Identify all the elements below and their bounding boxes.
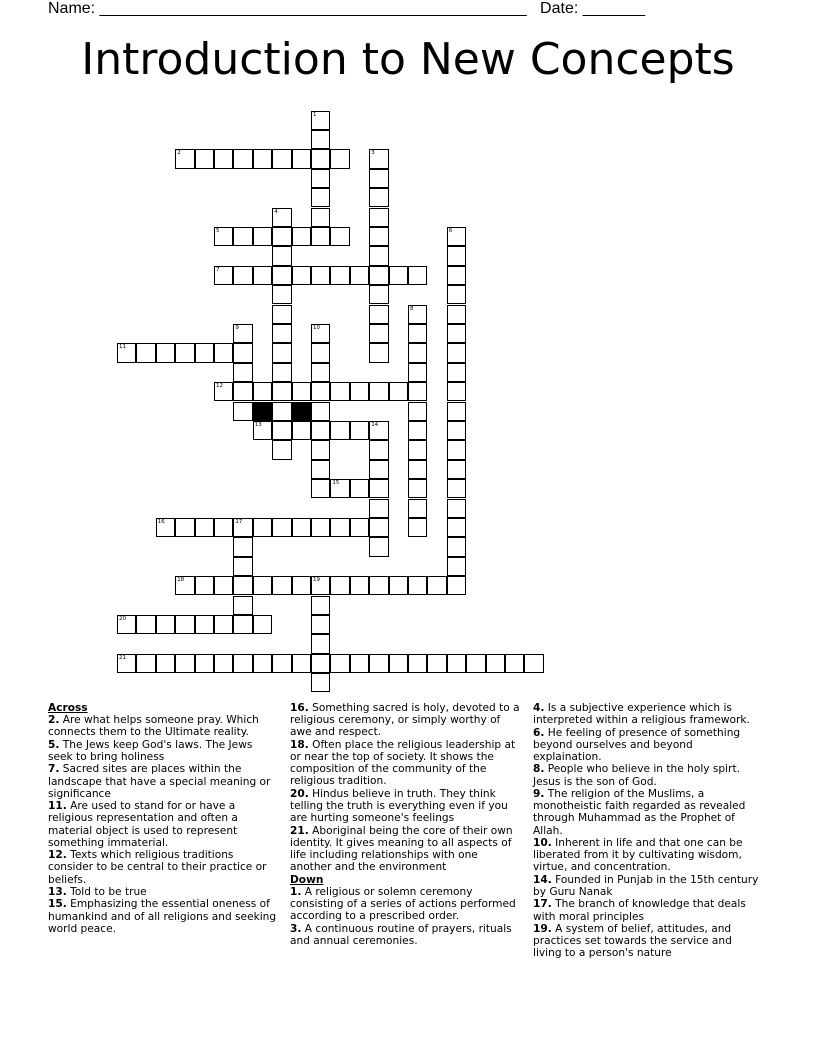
clue-number: 2.	[48, 714, 60, 727]
grid-cell[interactable]	[233, 596, 252, 615]
clue-text: Texts which religious traditions consider to be central to their practice or beliefs.	[48, 849, 267, 886]
clue-text: People who believe in the holy spirt. Jesus is the son of God.	[533, 763, 740, 788]
grid-cell[interactable]	[233, 324, 252, 343]
clue-number: 10.	[533, 836, 552, 849]
clue-number: 4.	[533, 702, 545, 714]
clue-list-across-1	[48, 714, 278, 935]
grid-cell[interactable]	[311, 615, 330, 634]
clue-number: 18.	[290, 738, 309, 751]
grid-cell[interactable]	[369, 188, 388, 207]
clue-text: A religious or solemn ceremony consisting of a series of actions performed according to a prescribed order.	[290, 885, 516, 923]
grid-cell[interactable]	[311, 227, 330, 246]
clue-item	[533, 702, 763, 726]
clue-number: 5.	[48, 738, 60, 751]
grid-cell[interactable]	[253, 227, 272, 246]
clue-item	[290, 788, 520, 825]
clue-text: He feeling of presence of something beyond ourselves and beyond explaination.	[533, 726, 741, 763]
grid-cell[interactable]	[195, 149, 214, 168]
grid-cell[interactable]	[233, 363, 252, 382]
grid-cell[interactable]	[175, 576, 194, 595]
grid-cell[interactable]	[447, 654, 466, 673]
grid-cell[interactable]	[311, 460, 330, 479]
grid-cell[interactable]	[447, 557, 466, 576]
grid-cell[interactable]	[369, 285, 388, 304]
grid-cell[interactable]	[117, 654, 136, 673]
grid-cell[interactable]	[117, 615, 136, 634]
clue-item	[48, 739, 278, 763]
grid-cell[interactable]	[214, 266, 233, 285]
grid-cell[interactable]	[233, 343, 252, 362]
clue-item	[533, 837, 763, 874]
grid-cell[interactable]	[408, 460, 427, 479]
cell-number: 4	[274, 208, 278, 215]
clue-number: 8.	[533, 763, 545, 776]
clue-item	[290, 739, 520, 788]
clue-number: 19.	[533, 922, 552, 935]
clue-number: 11.	[48, 800, 67, 813]
grid-cell[interactable]	[272, 654, 291, 673]
grid-cell[interactable]	[311, 382, 330, 401]
grid-cell[interactable]	[330, 149, 349, 168]
clue-item	[533, 727, 763, 764]
grid-cell[interactable]	[330, 227, 349, 246]
grid-cell[interactable]	[292, 654, 311, 673]
clue-text: Are used to stand for or have a religious representation and often a material object is used to represent something immaterial.	[48, 800, 238, 849]
grid-cell[interactable]	[311, 363, 330, 382]
clues-column-3	[533, 702, 763, 960]
grid-cell[interactable]	[330, 654, 349, 673]
grid-cell[interactable]	[233, 227, 252, 246]
grid-cell[interactable]	[156, 518, 175, 537]
grid-cell[interactable]	[369, 479, 388, 498]
cell-number: 8	[410, 305, 414, 312]
clue-item	[48, 849, 278, 886]
grid-cell[interactable]	[311, 402, 330, 421]
grid-cell[interactable]	[350, 266, 369, 285]
clue-item	[48, 886, 278, 898]
cell-number: 14	[371, 421, 379, 428]
grid-cell[interactable]	[524, 654, 543, 673]
grid-cell[interactable]	[408, 402, 427, 421]
clue-number: 21.	[290, 824, 309, 837]
clue-text: Is a subjective experience which is interpreted within a religious framework.	[533, 702, 750, 727]
grid-cell[interactable]	[447, 518, 466, 537]
grid-cell[interactable]	[389, 266, 408, 285]
black-square	[292, 402, 311, 421]
grid-cell[interactable]	[311, 188, 330, 207]
grid-cell[interactable]	[195, 654, 214, 673]
clue-number: 13.	[48, 885, 67, 898]
cell-number: 13	[254, 421, 262, 428]
grid-cell[interactable]	[233, 537, 252, 556]
grid-cell[interactable]	[427, 654, 446, 673]
clue-number: 12.	[48, 849, 67, 862]
grid-cell[interactable]	[292, 576, 311, 595]
clue-list-across-2	[290, 702, 520, 873]
grid-cell[interactable]	[272, 343, 291, 362]
grid-cell[interactable]	[175, 654, 194, 673]
grid-cell[interactable]	[389, 576, 408, 595]
cell-number: 21	[119, 654, 126, 661]
clue-item	[290, 886, 520, 923]
grid-cell[interactable]	[330, 421, 349, 440]
clue-item	[533, 898, 763, 922]
grid-cell[interactable]	[292, 227, 311, 246]
grid-cell[interactable]	[369, 537, 388, 556]
clue-text: Inherent in life and that one can be liberated from it by cultivating wisdom, virtue, and concentration.	[533, 836, 743, 874]
clue-text: The Jews keep God's laws. The Jews seek to bring holiness	[48, 738, 253, 763]
grid-cell[interactable]	[195, 518, 214, 537]
grid-cell[interactable]	[253, 149, 272, 168]
grid-cell[interactable]	[369, 499, 388, 518]
clue-item	[48, 800, 278, 849]
clue-text: Emphasizing the essential oneness of humankind and of all religions and seeking world peace.	[48, 898, 277, 935]
clue-text: Sacred sites are places within the landscape that have a special meaning or significance	[48, 763, 271, 800]
grid-cell[interactable]	[369, 305, 388, 324]
across-heading: Across	[48, 702, 88, 714]
grid-cell[interactable]	[233, 518, 252, 537]
grid-cell[interactable]	[311, 440, 330, 459]
clue-text: Told to be true	[66, 885, 147, 898]
grid-cell[interactable]	[272, 305, 291, 324]
grid-cell[interactable]	[272, 208, 291, 227]
clue-list-down-1	[290, 886, 520, 947]
grid-cell[interactable]	[447, 285, 466, 304]
grid-cell[interactable]	[427, 576, 446, 595]
cell-number: 11	[119, 344, 126, 351]
grid-cell[interactable]	[311, 324, 330, 343]
black-square	[253, 402, 272, 421]
grid-cell[interactable]	[311, 479, 330, 498]
grid-cell[interactable]	[369, 654, 388, 673]
grid-cell[interactable]	[311, 130, 330, 149]
grid-cell[interactable]	[272, 576, 291, 595]
grid-cell[interactable]	[272, 382, 291, 401]
grid-cell[interactable]	[253, 382, 272, 401]
clue-number: 1.	[290, 885, 302, 898]
clue-item	[533, 923, 763, 960]
clue-item	[533, 788, 763, 837]
grid-cell[interactable]	[369, 343, 388, 362]
cell-number: 7	[216, 266, 220, 273]
name-blank[interactable]: ________________________________________________	[99, 0, 527, 17]
grid-cell[interactable]	[195, 343, 214, 362]
grid-cell[interactable]	[330, 266, 349, 285]
clue-item	[290, 923, 520, 947]
grid-cell[interactable]	[447, 479, 466, 498]
grid-cell[interactable]	[408, 382, 427, 401]
grid-cell[interactable]	[292, 149, 311, 168]
grid-cell[interactable]	[175, 615, 194, 634]
grid-cell[interactable]	[330, 479, 349, 498]
grid-cell[interactable]	[408, 266, 427, 285]
grid-cell[interactable]	[447, 305, 466, 324]
grid-cell[interactable]	[369, 227, 388, 246]
clue-text: Often place the religious leadership at or near the top of society. It shows the composition of the community of the religious tradition.	[290, 738, 516, 788]
grid-cell[interactable]	[175, 518, 194, 537]
grid-cell[interactable]	[369, 421, 388, 440]
clue-text: Are what helps someone pray. Which connects them to the Ultimate reality.	[48, 714, 259, 739]
grid-cell[interactable]	[447, 382, 466, 401]
clue-number: 9.	[533, 787, 545, 800]
grid-cell[interactable]	[311, 596, 330, 615]
grid-cell[interactable]	[408, 518, 427, 537]
grid-cell[interactable]	[466, 654, 485, 673]
clue-text: The religion of the Muslims, a monotheistic faith regarded as revealed through Muhammad as the Prophet of Allah.	[533, 787, 746, 837]
grid-cell[interactable]	[408, 499, 427, 518]
grid-cell[interactable]	[272, 149, 291, 168]
name-date-line	[48, 0, 768, 20]
grid-cell[interactable]	[311, 266, 330, 285]
grid-cell[interactable]	[311, 654, 330, 673]
grid-cell[interactable]	[136, 343, 155, 362]
grid-cell[interactable]	[272, 266, 291, 285]
cell-number: 15	[332, 480, 340, 487]
grid-cell[interactable]	[233, 382, 252, 401]
grid-cell[interactable]	[447, 266, 466, 285]
grid-cell[interactable]	[253, 518, 272, 537]
grid-cell[interactable]	[311, 111, 330, 130]
cell-number: 16	[157, 518, 165, 525]
grid-cell[interactable]	[214, 518, 233, 537]
grid-cell[interactable]	[311, 634, 330, 653]
grid-cell[interactable]	[214, 615, 233, 634]
grid-cell[interactable]	[350, 479, 369, 498]
grid-cell[interactable]	[233, 576, 252, 595]
clue-number: 3.	[290, 922, 302, 935]
grid-cell[interactable]	[369, 149, 388, 168]
grid-cell[interactable]	[369, 518, 388, 537]
grid-cell[interactable]	[369, 576, 388, 595]
grid-cell[interactable]	[214, 576, 233, 595]
grid-cell[interactable]	[233, 654, 252, 673]
grid-cell[interactable]	[253, 421, 272, 440]
grid-cell[interactable]	[311, 149, 330, 168]
grid-cell[interactable]	[350, 382, 369, 401]
grid-cell[interactable]	[233, 266, 252, 285]
grid-cell[interactable]	[408, 324, 427, 343]
grid-cell[interactable]	[350, 654, 369, 673]
grid-cell[interactable]	[311, 576, 330, 595]
grid-cell[interactable]	[408, 363, 427, 382]
grid-cell[interactable]	[447, 343, 466, 362]
grid-cell[interactable]	[447, 324, 466, 343]
clue-text: A system of belief, attitudes, and practices set towards the service and living to a person's nature	[533, 922, 732, 960]
clue-number: 20.	[290, 787, 309, 800]
grid-cell[interactable]	[447, 421, 466, 440]
grid-cell[interactable]	[272, 402, 291, 421]
clue-text: Founded in Punjab in the 15th century by Guru Nanak	[533, 873, 759, 898]
grid-cell[interactable]	[369, 246, 388, 265]
clue-text: A continuous routine of prayers, rituals and annual ceremonies.	[290, 922, 512, 947]
clue-item	[533, 874, 763, 898]
grid-cell[interactable]	[136, 615, 155, 634]
grid-cell[interactable]	[408, 305, 427, 324]
cell-number: 10	[313, 324, 320, 331]
grid-cell[interactable]	[292, 266, 311, 285]
grid-cell[interactable]	[233, 615, 252, 634]
cell-number: 6	[448, 227, 453, 234]
cell-number: 20	[119, 615, 126, 622]
clue-number: 7.	[48, 763, 60, 776]
cell-number: 18	[177, 577, 185, 584]
grid-cell[interactable]	[233, 402, 252, 421]
date-blank[interactable]: _______	[582, 0, 646, 17]
grid-cell[interactable]	[369, 440, 388, 459]
clue-number: 14.	[533, 873, 552, 886]
cell-number: 3	[371, 150, 375, 157]
grid-cell[interactable]	[136, 654, 155, 673]
name-label: Name:	[48, 0, 96, 17]
grid-cell[interactable]	[350, 421, 369, 440]
grid-cell[interactable]	[369, 266, 388, 285]
down-heading: Down	[290, 873, 324, 886]
grid-cell[interactable]	[447, 227, 466, 246]
page-title: Introduction to New Concepts	[81, 34, 735, 85]
grid-cell[interactable]	[214, 149, 233, 168]
clue-text: Aboriginal being the core of their own identity. It gives meaning to all aspects of life including relationships with one another and the environment	[290, 824, 513, 874]
clues-column-2	[290, 702, 520, 947]
grid-cell[interactable]	[195, 615, 214, 634]
grid-cell[interactable]	[253, 576, 272, 595]
grid-cell[interactable]	[486, 654, 505, 673]
grid-cell[interactable]	[369, 324, 388, 343]
grid-cell[interactable]	[408, 576, 427, 595]
clue-text: The branch of knowledge that deals with moral principles	[533, 898, 746, 923]
grid-cell[interactable]	[272, 440, 291, 459]
clue-number: 15.	[48, 898, 67, 911]
grid-cell[interactable]	[175, 149, 194, 168]
grid-cell[interactable]	[253, 266, 272, 285]
clue-item	[290, 702, 520, 739]
grid-cell[interactable]	[156, 654, 175, 673]
grid-cell[interactable]	[233, 149, 252, 168]
grid-cell[interactable]	[350, 518, 369, 537]
grid-cell[interactable]	[447, 246, 466, 265]
grid-cell[interactable]	[447, 537, 466, 556]
grid-cell[interactable]	[311, 421, 330, 440]
clue-item	[48, 714, 278, 738]
grid-cell[interactable]	[253, 654, 272, 673]
grid-cell[interactable]	[292, 382, 311, 401]
grid-cell[interactable]	[369, 460, 388, 479]
grid-cell[interactable]	[214, 227, 233, 246]
grid-cell[interactable]	[447, 402, 466, 421]
grid-cell[interactable]	[369, 208, 388, 227]
grid-cell[interactable]	[233, 557, 252, 576]
grid-cell[interactable]	[330, 518, 349, 537]
grid-cell[interactable]	[369, 382, 388, 401]
cell-number: 12	[216, 383, 223, 390]
cell-number: 5	[216, 227, 220, 234]
grid-cell[interactable]	[311, 169, 330, 188]
grid-cell[interactable]	[253, 615, 272, 634]
clue-number: 16.	[290, 702, 309, 714]
grid-cell[interactable]	[408, 421, 427, 440]
grid-cell[interactable]	[156, 343, 175, 362]
grid-cell[interactable]	[214, 654, 233, 673]
grid-cell[interactable]	[350, 576, 369, 595]
clue-item	[48, 898, 278, 935]
grid-cell[interactable]	[272, 518, 291, 537]
grid-cell[interactable]	[408, 479, 427, 498]
grid-cell[interactable]	[369, 169, 388, 188]
grid-cell[interactable]	[505, 654, 524, 673]
grid-cell[interactable]	[408, 343, 427, 362]
grid-cell[interactable]	[447, 363, 466, 382]
clue-item	[48, 763, 278, 800]
grid-cell[interactable]	[311, 673, 330, 692]
grid-cell[interactable]	[292, 518, 311, 537]
clue-item	[533, 763, 763, 787]
clue-text: Hindus believe in truth. They think telling the truth is everything even if you are hurting someone's feelings	[290, 787, 508, 825]
grid-cell[interactable]	[330, 576, 349, 595]
cell-number: 9	[235, 324, 239, 331]
grid-cell[interactable]	[447, 460, 466, 479]
grid-cell[interactable]	[195, 576, 214, 595]
date-label: Date:	[540, 0, 579, 17]
grid-cell[interactable]	[311, 208, 330, 227]
clue-text: Something sacred is holy, devoted to a religious ceremony, or simply worthy of awe and respect.	[290, 702, 520, 739]
grid-cell[interactable]	[311, 343, 330, 362]
clue-number: 6.	[533, 726, 545, 739]
cell-number: 1	[313, 111, 317, 118]
grid-cell[interactable]	[156, 615, 175, 634]
grid-cell[interactable]	[389, 382, 408, 401]
grid-cell[interactable]	[117, 343, 136, 362]
clues-column-1	[48, 702, 278, 935]
clue-item	[290, 825, 520, 874]
grid-cell[interactable]	[447, 576, 466, 595]
grid-cell[interactable]	[447, 499, 466, 518]
grid-cell[interactable]	[408, 654, 427, 673]
grid-cell[interactable]	[272, 285, 291, 304]
clue-number: 17.	[533, 898, 552, 911]
cell-number: 2	[177, 150, 181, 157]
grid-cell[interactable]	[272, 363, 291, 382]
clue-list-down-2	[533, 702, 763, 960]
grid-cell[interactable]	[447, 440, 466, 459]
grid-cell[interactable]	[292, 421, 311, 440]
cell-number: 19	[313, 577, 320, 584]
grid-cell[interactable]	[272, 324, 291, 343]
cell-number: 17	[235, 518, 243, 525]
grid-cell[interactable]	[272, 246, 291, 265]
grid-cell[interactable]	[272, 421, 291, 440]
grid-cell[interactable]	[311, 518, 330, 537]
grid-cell[interactable]	[389, 654, 408, 673]
grid-cell[interactable]	[272, 227, 291, 246]
grid-cell[interactable]	[408, 440, 427, 459]
grid-cell[interactable]	[214, 382, 233, 401]
grid-cell[interactable]	[330, 382, 349, 401]
grid-cell[interactable]	[214, 343, 233, 362]
grid-cell[interactable]	[175, 343, 194, 362]
